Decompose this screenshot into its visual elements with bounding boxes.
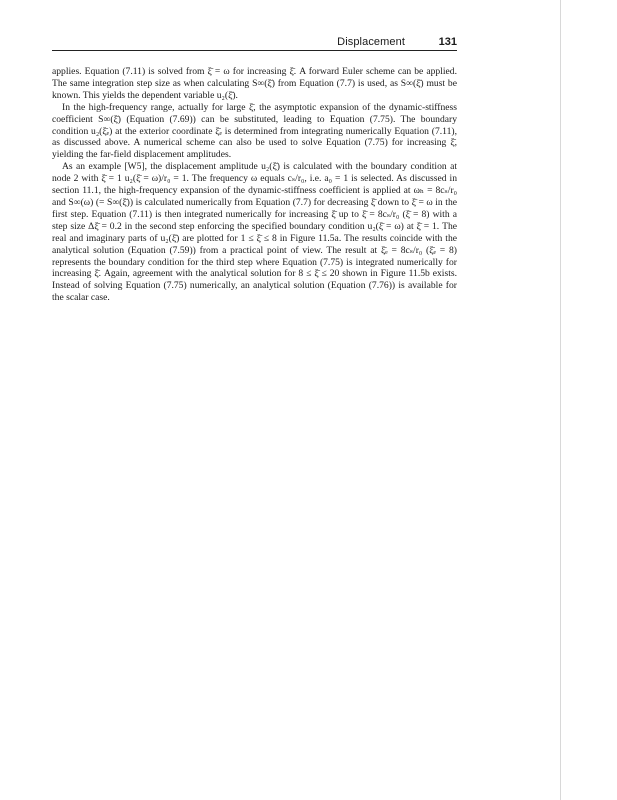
- page-edge-line: [560, 0, 561, 800]
- running-header: [52, 34, 457, 51]
- chapter-title: Displacement: [337, 36, 405, 48]
- paragraph: In the high-frequency range, actually for large ξ̄, the asymptotic expansion of the dynamic-stiffness coefficient S∞(ξ̄) (Equation (7.69)) can be substituted, leading to Equation (7.75). The boundary condition u₂(ξ̄ₑ) at the exterior coordinate ξ̄ₑ is determined from integrating numerically Equation (7.11), as discussed above. A numerical scheme can also be used to solve Equation (7.75) for increasing ξ̄, yielding the far-field displacement amplitudes.: [52, 101, 457, 161]
- body-text: [52, 66, 457, 304]
- paragraph: applies. Equation (7.11) is solved from ξ̄ = ω for increasing ξ̄. A forward Euler scheme can be applied. The same integration step size as when calculating S∞(ξ̄) from Equation (7.7) is used, as S∞(ξ̄) must be known. This yields the dependent variable u₂(ξ̄).: [52, 66, 457, 101]
- page-number: 131: [438, 36, 457, 48]
- paragraph: As an example [W5], the displacement amplitude u₂(ξ̄) is calculated with the boundary condition at node 2 with ξ̄ = 1 u₂(ξ̄ = ω)/r₀ = 1. The frequency ω equals cₛ/r₀, i.e. a₀ = 1 is selected. As discussed in section 11.1, the high-frequency expansion of the dynamic-stiffness coefficient is applied at ωₕ = 8cₛ/r₀ and S∞(ω) (= S∞(ξ̄)) is calculated numerically from Equation (7.7) for decreasing ξ̄ down to ξ̄ = ω in the first step. Equation (7.11) is then integrated numerically for increasing ξ̄ up to ξ̄ = 8cₛ/r₀ (ξ̄ = 8) with a step size Δξ̄ = 0.2 in the second step enforcing the specified boundary condition u₂(ξ̄ = ω) at ξ̄ = 1. The real and imaginary parts of u₂(ξ̄) are plotted for 1 ≤ ξ̄ ≤ 8 in Figure 11.5a. The results coincide with the analytical solution (Equation (7.59)) from a practical point of view. The result at ξ̄ₑ = 8cₛ/r₀ (ξ̄ₑ = 8) represents the boundary condition for the third step where Equation (7.75) is integrated numerically for increasing ξ̄. Again, agreement with the analytical solution for 8 ≤ ξ̄ ≤ 20 shown in Figure 11.5b exists. Instead of solving Equation (7.75) numerically, an analytical solution (Equation (7.76)) is available for the scalar case.: [52, 161, 457, 304]
